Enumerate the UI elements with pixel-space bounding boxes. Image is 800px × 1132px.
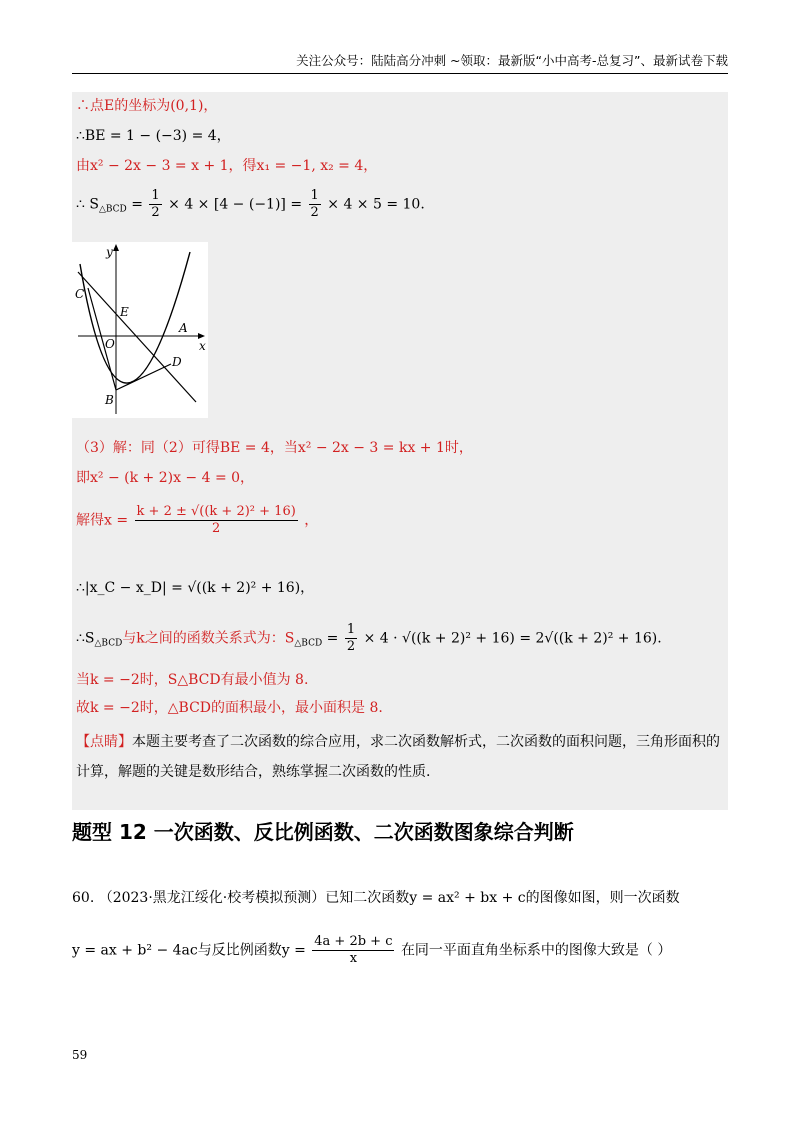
relation-subscript-2: △BCD	[294, 638, 323, 649]
parabola-graph	[72, 242, 208, 418]
fraction-numerator: k + 2 ± √((k + 2)² + 16)	[136, 504, 296, 519]
solution-line-distance: ∴|x_C − x_D| = √((k + 2)² + 16)，	[76, 580, 315, 596]
solve-prefix: 解得x =	[76, 512, 129, 529]
parabola-figure	[72, 242, 208, 418]
relation-end: × 4 · √((k + 2)² + 16) = 2√((k + 2)² + 16).	[363, 630, 662, 647]
segment-bd	[116, 364, 171, 390]
fraction-denominator: 2	[310, 205, 319, 220]
solution-line-conclusion: 故k = −2时，△BCD的面积最小，最小面积是 8.	[76, 700, 383, 716]
y-axis-arrow-icon	[113, 244, 119, 251]
relation-subscript: △BCD	[94, 638, 123, 649]
page-header: 关注公众号：陆陆高分冲刺 ~领取：最新版“小中高考-总复习”、最新试卷下载	[72, 52, 728, 74]
area-eq: =	[131, 196, 143, 213]
solution-block	[72, 92, 728, 810]
solution-line-point-e: ∴点E的坐标为(0,1)，	[76, 98, 218, 114]
label-y: y	[106, 245, 113, 259]
question-suffix: 在同一平面直角坐标系中的图像大致是（ ）	[400, 942, 672, 959]
fraction-half-2	[309, 188, 321, 221]
solution-line-minimum: 当k = −2时，S△BCD有最小值为 8.	[76, 672, 309, 688]
label-b: B	[105, 393, 114, 407]
solution-line-equation: 即x² − (k + 2)x − 4 = 0，	[76, 470, 255, 486]
fraction-numerator: 1	[346, 622, 356, 637]
solution-line-area	[76, 188, 425, 221]
relation-middle: 与k之间的函数关系式为：S	[122, 630, 295, 647]
solution-line-part3: （3）解：同（2）可得BE = 4，当x² − 2x − 3 = kx + 1时，	[76, 440, 473, 456]
label-e: E	[120, 305, 129, 319]
fraction-half-1	[149, 188, 161, 221]
fraction-roots	[135, 504, 298, 537]
comment-line-2: 计算，解题的关键是数形结合，熟练掌握二次函数的性质.	[76, 764, 431, 780]
question-line-2	[72, 934, 671, 967]
fraction-half-3	[345, 622, 357, 655]
page-number: 59	[72, 1048, 88, 1062]
area-prefix: ∴ S	[76, 196, 99, 213]
fraction-denominator: 2	[212, 521, 221, 536]
label-o: O	[105, 337, 115, 351]
comment-text-1: 本题主要考查了二次函数的综合应用，求二次函数解析式，二次函数的面积问题，三角形面积的	[132, 734, 720, 750]
relation-prefix: ∴S	[76, 630, 95, 647]
fraction-numerator: 1	[310, 188, 319, 203]
comment-line-1	[76, 732, 720, 752]
question-prefix: y = ax + b² − 4ac与反比例函数y =	[72, 942, 306, 959]
solution-line-roots: 由x² − 2x − 3 = x + 1，得x₁ = −1, x₂ = 4，	[76, 158, 378, 174]
fraction-numerator: 1	[151, 188, 160, 203]
area-end: × 4 × 5 = 10.	[327, 196, 425, 213]
label-x: x	[199, 339, 206, 353]
label-c: C	[75, 287, 85, 301]
area-subscript: △BCD	[98, 204, 127, 215]
solution-line-solve	[76, 504, 318, 537]
label-d: D	[172, 355, 182, 369]
area-middle: × 4 × [4 − (−1)] =	[168, 196, 303, 213]
question-line-1: 60. （2023·黑龙江绥化·校考模拟预测）已知二次函数y = ax² + bx + c的图像如图，则一次函数	[72, 890, 680, 906]
fraction-denominator: 2	[346, 639, 356, 654]
solution-line-relation	[76, 622, 662, 655]
comment-tag: 【点睛】	[76, 734, 132, 750]
section-title: 题型 12 一次函数、反比例函数、二次函数图象综合判断	[72, 820, 574, 844]
fraction-denominator: x	[349, 951, 358, 966]
relation-eq: =	[326, 630, 339, 647]
fraction-inverse	[312, 934, 394, 967]
fraction-denominator: 2	[151, 205, 160, 220]
solution-line-be: ∴BE = 1 − (−3) = 4，	[76, 128, 231, 144]
label-a: A	[179, 321, 188, 335]
solve-suffix: ，	[304, 512, 319, 529]
fraction-numerator: 4a + 2b + c	[314, 934, 393, 949]
